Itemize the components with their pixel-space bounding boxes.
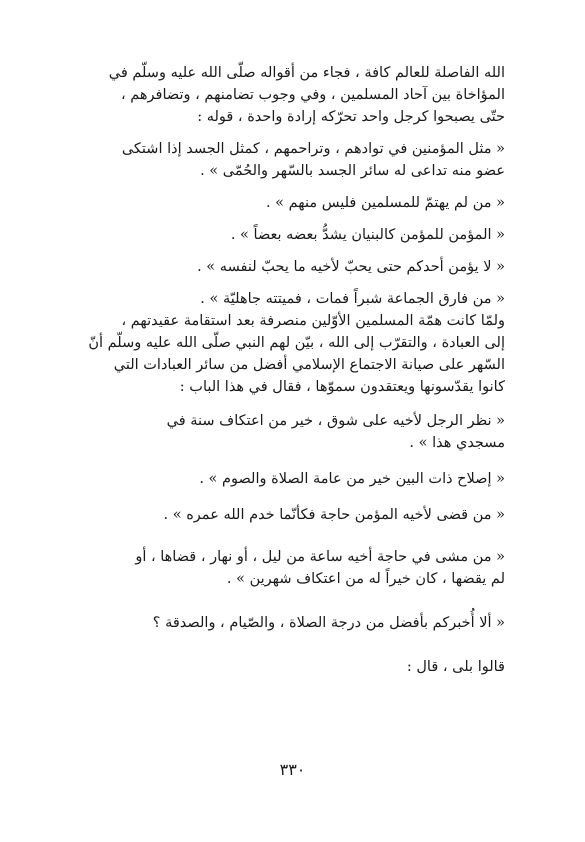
text-line: « مثل المؤمنين في توادهم ، وتراحمهم ، كمثل الجسد إذا اشتكى [121,141,505,157]
hadith-quote-3: « المؤمن للمؤمن كالبنيان يشدُّ بعضه بعضاً » . [230,227,505,243]
closing-line: قالوا بلى ، قال : [406,659,505,675]
hadith-quote-4: « لا يؤمن أحدكم حتى يحبّ لأخيه ما يحبّ لنفسه » . [197,259,505,275]
text-line: مسجدي هذا » . [409,435,505,451]
text-line: « نظر الرجل لأخيه على شوق ، خير من اعتكاف سنة في [166,413,505,429]
hadith-quote-9 [80,546,505,590]
hadith-quote-7: « إصلاح ذات البين خير من عامة الصلاة والصوم » . [199,471,505,487]
hadith-quote-8: « من قضى لأخيه المؤمن حاجة فكأنّما خدم الله عمره » . [163,507,505,523]
text-line: المؤاخاة بين آحاد المسلمين ، وفي وجوب تضامنهم ، وتضافرهم ، [120,87,505,103]
intro-paragraph [80,62,505,128]
page-number: ٣٣٠ [279,760,306,779]
page-text [80,62,505,842]
hadith-quote-10: « ألا أُخبركم بأفضل من درجة الصلاة ، والصّيام ، والصدقة ؟ [152,615,505,631]
text-line: لم يقضها ، كان خيراً له من اعتكاف شهرين » . [226,571,505,587]
text-line: حتّى يصبحوا كرجل واحد تحرّكه إرادة واحدة ، قوله : [197,109,505,125]
middle-paragraph [80,310,505,398]
text-line: الله الفاصلة للعالم كافة ، فجاء من أقواله صلّى الله عليه وسلّم في [108,65,505,81]
text-line: كانوا يقدّسونها ويعتقدون سموّها ، فقال في هذا الباب : [179,379,505,395]
hadith-quote-6 [80,410,505,454]
hadith-quote-5: « من فارق الجماعة شبراً فمات ، فميتته جاهليّة » . [200,291,505,307]
hadith-quote-2: « من لم يهتمّ للمسلمين فليس منهم » . [265,195,505,211]
hadith-quote-1 [80,138,505,182]
text-line: « من مشى في حاجة أخيه ساعة من ليل ، أو نهار ، قضاها ، أو [135,549,505,565]
text-line: إلى العبادة ، والتقرّب إلى الله ، بيّن لهم النبي صلّى الله عليه وسلّم أنّ [88,335,505,351]
text-line: السّهر على صيانة الاجتماع الإسلامي أفضل من سائر العبادات التي [113,357,505,373]
text-line: ولمّا كانت همّة المسلمين الأوّلين منصرفة بعد استقامة عقيدتهم ، [121,313,505,329]
text-line: عضو منه تداعى له سائر الجسد بالسّهر والحُمّى » . [200,163,505,179]
